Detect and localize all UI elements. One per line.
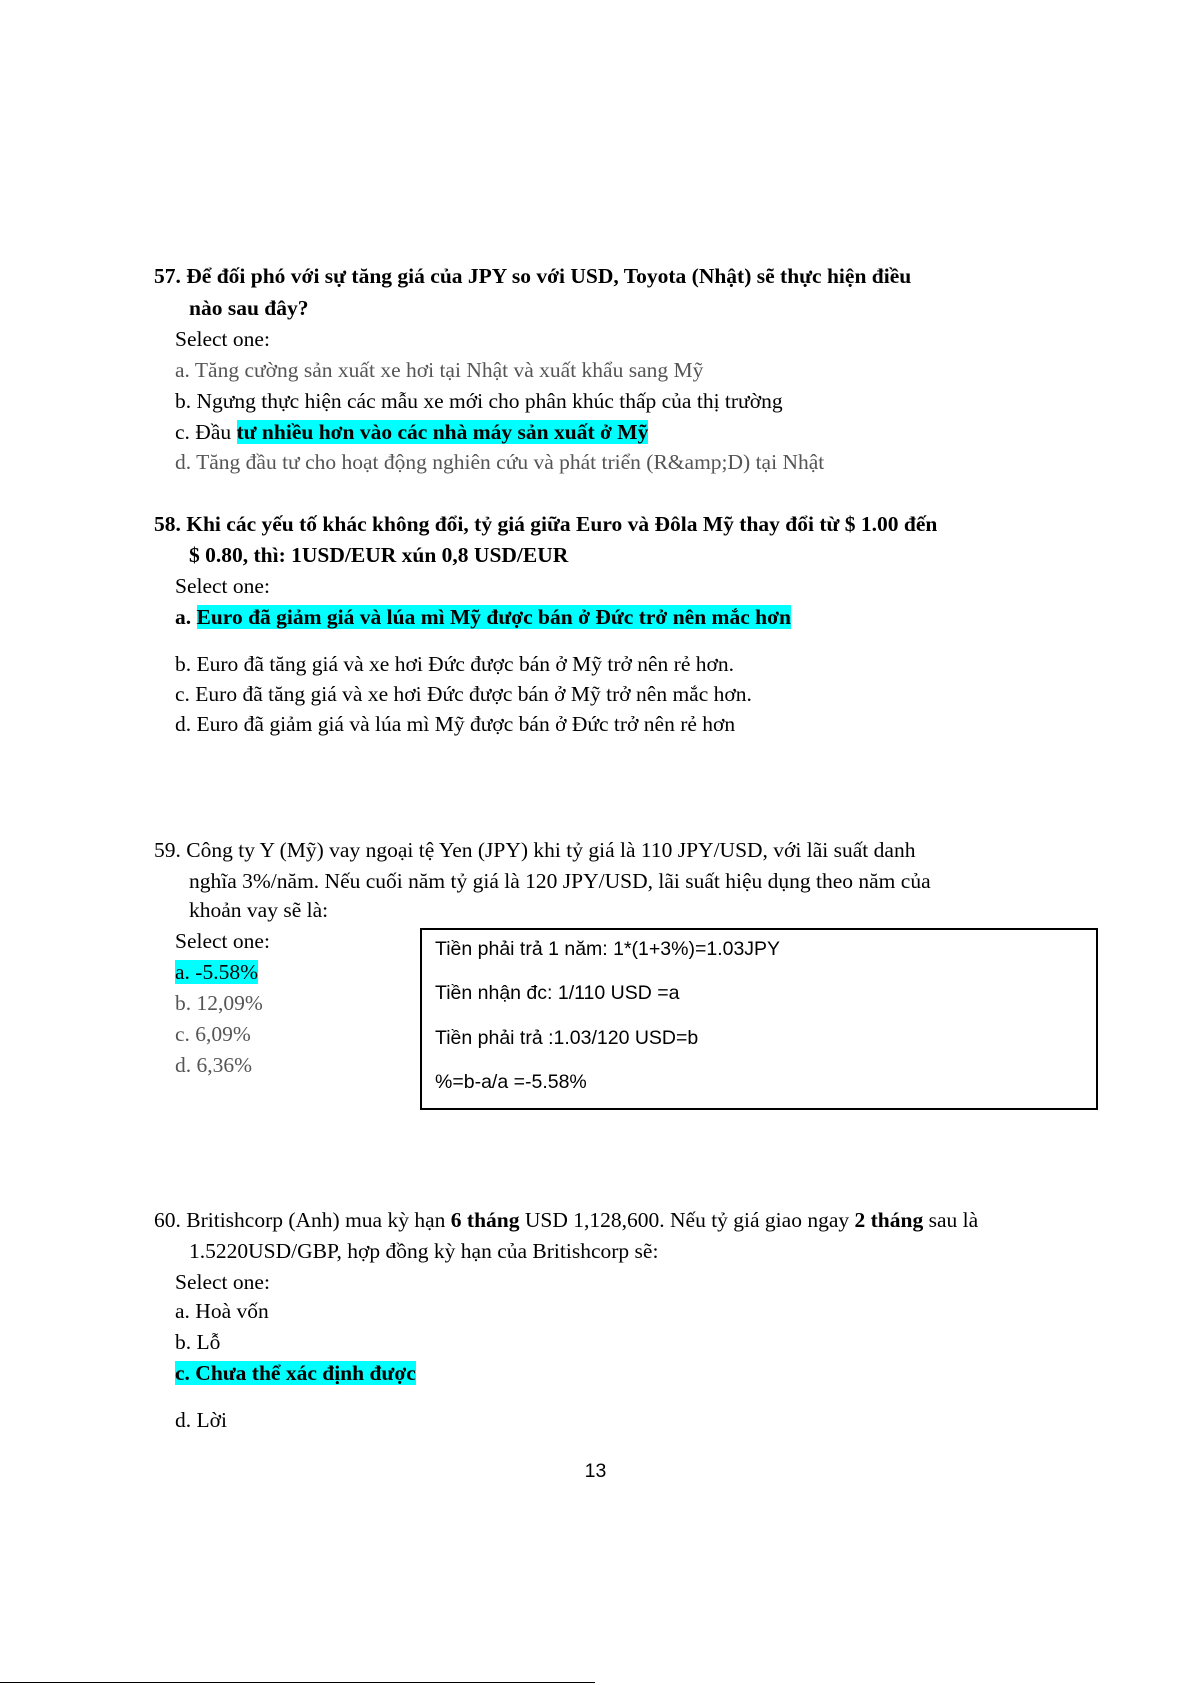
q57-option-a[interactable]: a. Tăng cường sản xuất xe hơi tại Nhật và xuất khẩu sang Mỹ: [175, 358, 704, 382]
q58-option-a[interactable]: [175, 605, 791, 630]
q60-line1-part1: 60. Britishcorp (Anh) mua kỳ hạn: [154, 1208, 451, 1232]
q57-option-c-highlight: tư nhiều hơn vào các nhà máy sản xuất ở Mỹ: [236, 420, 649, 444]
q60-line1-part2: USD 1,128,600. Nếu tỷ giá giao ngay: [519, 1208, 855, 1232]
q59-option-a-highlight: a. -5.58%: [175, 960, 258, 984]
q57-title-line2: nào sau đây?: [189, 296, 309, 320]
q60-option-a[interactable]: a. Hoà vốn: [175, 1299, 269, 1323]
q57-title-line1: 57. Để đối phó với sự tăng giá của JPY so với USD, Toyota (Nhật) sẽ thực hiện điều: [154, 264, 912, 288]
q59-option-a[interactable]: [175, 960, 258, 985]
q58-select-label: Select one:: [175, 574, 270, 598]
q60-line1-part3: sau là: [923, 1208, 979, 1232]
q59-calculation-box: [420, 928, 1098, 1110]
q60-line1-bold2: 2 tháng: [854, 1208, 924, 1232]
q59-option-d[interactable]: d. 6,36%: [175, 1053, 253, 1077]
q59-option-c[interactable]: c. 6,09%: [175, 1022, 251, 1046]
page-number: 13: [584, 1460, 607, 1482]
q57-option-c[interactable]: [175, 420, 648, 445]
calc-line: %=b-a/a =-5.58%: [435, 1071, 587, 1093]
q60-option-d[interactable]: d. Lời: [175, 1408, 227, 1432]
q59-line2: nghĩa 3%/năm. Nếu cuối năm tỷ giá là 120 JPY/USD, lãi suất hiệu dụng theo năm của: [189, 869, 931, 893]
q59-line1: 59. Công ty Y (Mỹ) vay ngoại tệ Yen (JPY) khi tỷ giá là 110 JPY/USD, với lãi suất danh: [154, 838, 916, 862]
q60-line1: [154, 1208, 978, 1233]
q60-line2: 1.5220USD/GBP, hợp đồng kỳ hạn của Britishcorp sẽ:: [189, 1239, 659, 1263]
q60-option-c[interactable]: [175, 1361, 416, 1386]
q58-title-line1: 58. Khi các yếu tố khác không đổi, tỷ giá giữa Euro và Đôla Mỹ thay đổi từ $ 1.00 đến: [154, 512, 938, 536]
q58-option-a-highlight: Euro đã giảm giá và lúa mì Mỹ được bán ở Đức trở nên mắc hơn: [196, 605, 791, 629]
q58-option-a-prefix: a.: [175, 605, 197, 629]
q57-option-b[interactable]: b. Ngưng thực hiện các mẫu xe mới cho phân khúc thấp của thị trường: [175, 389, 783, 413]
q59-option-b[interactable]: b. 12,09%: [175, 991, 263, 1015]
calc-line: Tiền phải trả :1.03/120 USD=b: [435, 1027, 699, 1049]
q57-option-d[interactable]: d. Tăng đầu tư cho hoạt động nghiên cứu và phát triển (R&amp;D) tại Nhật: [175, 450, 825, 474]
calc-line: Tiền phải trả 1 năm: 1*(1+3%)=1.03JPY: [435, 938, 781, 960]
q58-option-c[interactable]: c. Euro đã tăng giá và xe hơi Đức được bán ở Mỹ trở nên mắc hơn.: [175, 682, 752, 706]
bottom-rule: [0, 1682, 595, 1683]
q60-select-label: Select one:: [175, 1270, 270, 1294]
q58-option-b[interactable]: b. Euro đã tăng giá và xe hơi Đức được bán ở Mỹ trở nên rẻ hơn.: [175, 652, 734, 676]
q58-title-line2: $ 0.80, thì: 1USD/EUR xún 0,8 USD/EUR: [189, 543, 569, 567]
q60-line1-bold1: 6 tháng: [450, 1208, 520, 1232]
q57-option-c-prefix: c. Đầu: [175, 420, 237, 444]
q58-option-d[interactable]: d. Euro đã giảm giá và lúa mì Mỹ được bán ở Đức trở nên rẻ hơn: [175, 712, 736, 736]
q59-select-label: Select one:: [175, 929, 270, 953]
q60-option-b[interactable]: b. Lỗ: [175, 1330, 221, 1354]
q57-select-label: Select one:: [175, 327, 270, 351]
q60-option-c-highlight: c. Chưa thể xác định được: [175, 1361, 416, 1385]
calc-line: Tiền nhận đc: 1/110 USD =a: [435, 982, 680, 1004]
q59-line3: khoản vay sẽ là:: [189, 898, 329, 922]
